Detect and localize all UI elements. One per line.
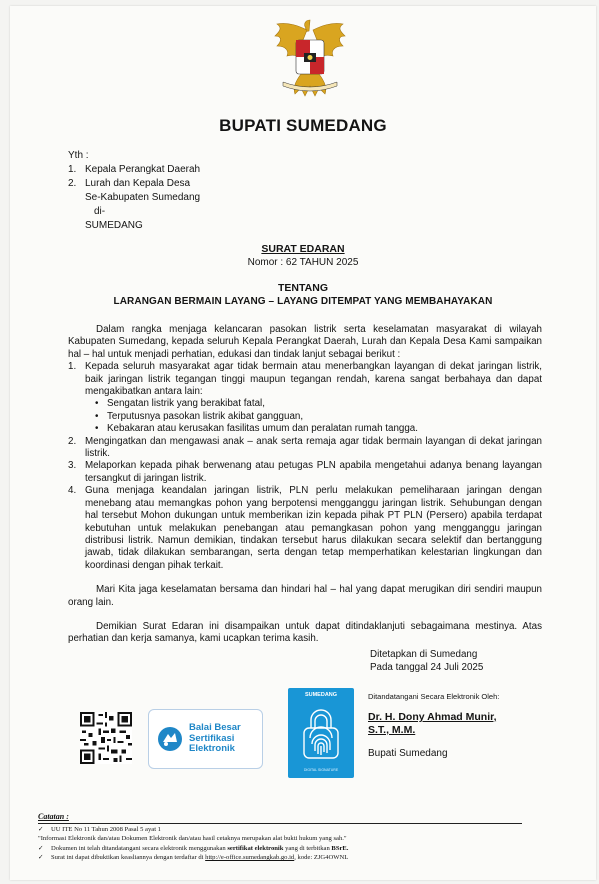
body-closing-2: Demikian Surat Edaran ini disampaikan untuk dapat ditindaklanjuti sebagaimana mestinya. Atas perhatian dan kerja samanya, kami ucapkan terima kasih. <box>68 620 542 645</box>
bullet-icon: • <box>95 398 99 410</box>
points-list <box>68 361 542 572</box>
note-3-text: Surat ini dapat dibuktikan keasliannya dengan terdaftar di <box>51 854 206 862</box>
checkmark-icon: ✓ <box>38 854 44 862</box>
list-item <box>68 436 542 461</box>
garuda-emblem-icon <box>265 16 355 102</box>
footer-note <box>38 844 558 853</box>
fingerprint-lock-icon <box>298 704 344 764</box>
footer-notes <box>38 825 558 863</box>
point-number: 2. <box>68 435 77 447</box>
point-number: 1. <box>68 361 77 373</box>
addressee-item <box>68 177 200 191</box>
body-intro: Dalam rangka menjaga kelancaran pasokan listrik serta keselamatan masyarakat di wilayah Kabupaten Sumedang, kepada seluruh Kepala Perangkat Daerah, Lurah dan Kepala Desa Kami sampaikan hal – hal untuk menjadi perhatian, edukasi dan tindak lanjut sebagai berikut : <box>68 324 542 360</box>
addressee-item <box>68 163 200 177</box>
footer-note <box>38 825 558 834</box>
checkmark-icon: ✓ <box>38 826 44 833</box>
point-text: Kepada seluruh masyarakat agar tidak bermain atau menerbangkan layangan di dekat jaringan listrik, baik jaringan listrik tegangan tinggi maupun tegangan rendah, karena sangat berbahaya dan dapat mengakibatkan antara lain: <box>85 361 542 398</box>
bullet-item <box>85 423 542 435</box>
signer-name-line-2: S.T., M.M. <box>368 724 416 736</box>
bsre-line-1: Balai Besar <box>189 722 241 733</box>
checkmark-icon: ✓ <box>38 844 44 852</box>
point-number: 3. <box>68 460 77 472</box>
signer-title: Bupati Sumedang <box>368 748 448 759</box>
list-item <box>68 460 542 485</box>
letter-about: TENTANG <box>278 282 328 294</box>
bsre-line-3: Elektronik <box>189 743 235 754</box>
footer-heading: Catatan : <box>38 812 69 821</box>
bullet-list <box>68 398 542 435</box>
bullet-item <box>85 398 542 410</box>
list-item <box>68 361 542 398</box>
bullet-icon: • <box>95 410 99 422</box>
bsre-logo-text <box>189 723 241 755</box>
footer-divider <box>38 823 522 824</box>
bsre-logo-icon <box>157 726 183 752</box>
footer-note <box>38 853 558 862</box>
letter-type: SURAT EDARAN <box>261 243 345 255</box>
addressee-yth: Yth : <box>68 150 89 161</box>
note-2-text: Dokumen ini telah ditandatangani secara elektronik menggunakan <box>51 844 228 852</box>
qr-code-icon[interactable] <box>80 712 132 764</box>
letter-header-title: BUPATI SUMEDANG <box>219 116 387 135</box>
bullet-text: Terputusnya pasokan listrik akibat gangguan, <box>107 410 304 422</box>
footer-note-2 <box>51 844 348 853</box>
signer-name <box>368 711 497 737</box>
note-2-issuer: BSrE. <box>331 844 349 852</box>
verification-link[interactable]: http://e-office.sumedangkab.go.id <box>205 854 295 862</box>
body-closing-1: Mari Kita jaga keselamatan bersama dan hindari hal – hal yang dapat merugikan diri sendiri maupun orang lain. <box>68 584 542 608</box>
letter-body <box>68 324 542 646</box>
bsre-line-2: Sertifikasi <box>189 732 235 744</box>
addressee-di: di- <box>94 206 106 217</box>
addressee-region: Se-Kabupaten Sumedang <box>85 192 201 203</box>
addressee-item-num: 2. <box>68 178 77 189</box>
bullet-item <box>85 411 542 423</box>
esign-label: Ditandatangani Secara Elektronik Oleh: <box>368 692 500 701</box>
point-text: Guna menjaga keandalan jaringan listrik, PLN perlu melakukan pemeliharaan jaringan dengan menebang atau memangkas pohon yang berpotensi mengganggu jaringan listrik. Sehubungan dengan hal tersebut Mohon dukungan untuk memberikan izin kepada pihak PT PLN (Persero) apabila terdapat kebutuhan untuk melakukan penebangan atau pemangkasan pohon yang mengganggu jaringan distribusi listrik. Namun demikian, tindakan tersebut harus dilakukan secara selektif dan bertanggung jawab, tidak dilakukan sembarangan, serta dengan tetap memperhatikan kelestarian lingkungan dan koordinasi dengan pihak terkait. <box>85 485 542 571</box>
note-2-mid: yang di terbitkan <box>283 844 332 852</box>
note-2-bold: sertifikat elektronik <box>227 844 284 852</box>
letter-number: Nomor : 62 TAHUN 2025 <box>247 257 359 268</box>
bullet-icon: • <box>95 423 99 435</box>
signer-name-line-1: Dr. H. Dony Ahmad Munir, <box>368 711 497 723</box>
verification-code: , kode: ZJG4OWNL <box>294 854 349 862</box>
bullet-text: Kebakaran atau kerusakan fasilitas umum dan peralatan rumah tangga. <box>107 423 418 435</box>
list-item <box>68 485 542 572</box>
addressee-item-num: 1. <box>68 164 77 175</box>
signing-place: Ditetapkan di Sumedang <box>370 649 478 660</box>
addressee-item-text: Lurah dan Kepala Desa <box>85 178 191 189</box>
point-text: Melaporkan kepada pihak berwenang atau petugas PLN apabila mengetahui adanya benang layangan tersangkut di jaringan listrik. <box>85 460 542 484</box>
badge-footer: DIGITAL SIGNATURE <box>303 768 339 772</box>
signing-place-date <box>370 648 483 674</box>
footer-note-1-quote: "Informasi Elektronik dan/atau Dokumen Elektronik dan/atau hasil cetaknya merupakan alat bukti hukum yang sah." <box>38 835 347 843</box>
addressee-block <box>68 149 200 233</box>
point-text: Mengingatkan dan mengawasi anak – anak serta remaja agar tidak bermain layangan di dekat jaringan listrik. <box>85 435 542 460</box>
point-number: 4. <box>68 485 77 497</box>
bullet-text: Sengatan listrik yang berakibat fatal, <box>107 398 265 410</box>
bsre-logo <box>148 709 263 769</box>
digital-signature-badge <box>288 688 354 778</box>
document-page <box>10 6 596 880</box>
addressee-item-text: Kepala Perangkat Daerah <box>85 164 201 175</box>
signing-date: Pada tanggal 24 Juli 2025 <box>370 662 484 673</box>
badge-header: SUMEDANG <box>304 692 338 698</box>
letter-subject: LARANGAN BERMAIN LAYANG – LAYANG DITEMPAT YANG MEMBAHAYAKAN <box>113 296 493 307</box>
footer-note-3 <box>51 853 348 862</box>
addressee-place: SUMEDANG <box>85 220 143 231</box>
footer-note-1: UU ITE No 11 Tahun 2008 Pasal 5 ayat 1 <box>51 826 161 833</box>
